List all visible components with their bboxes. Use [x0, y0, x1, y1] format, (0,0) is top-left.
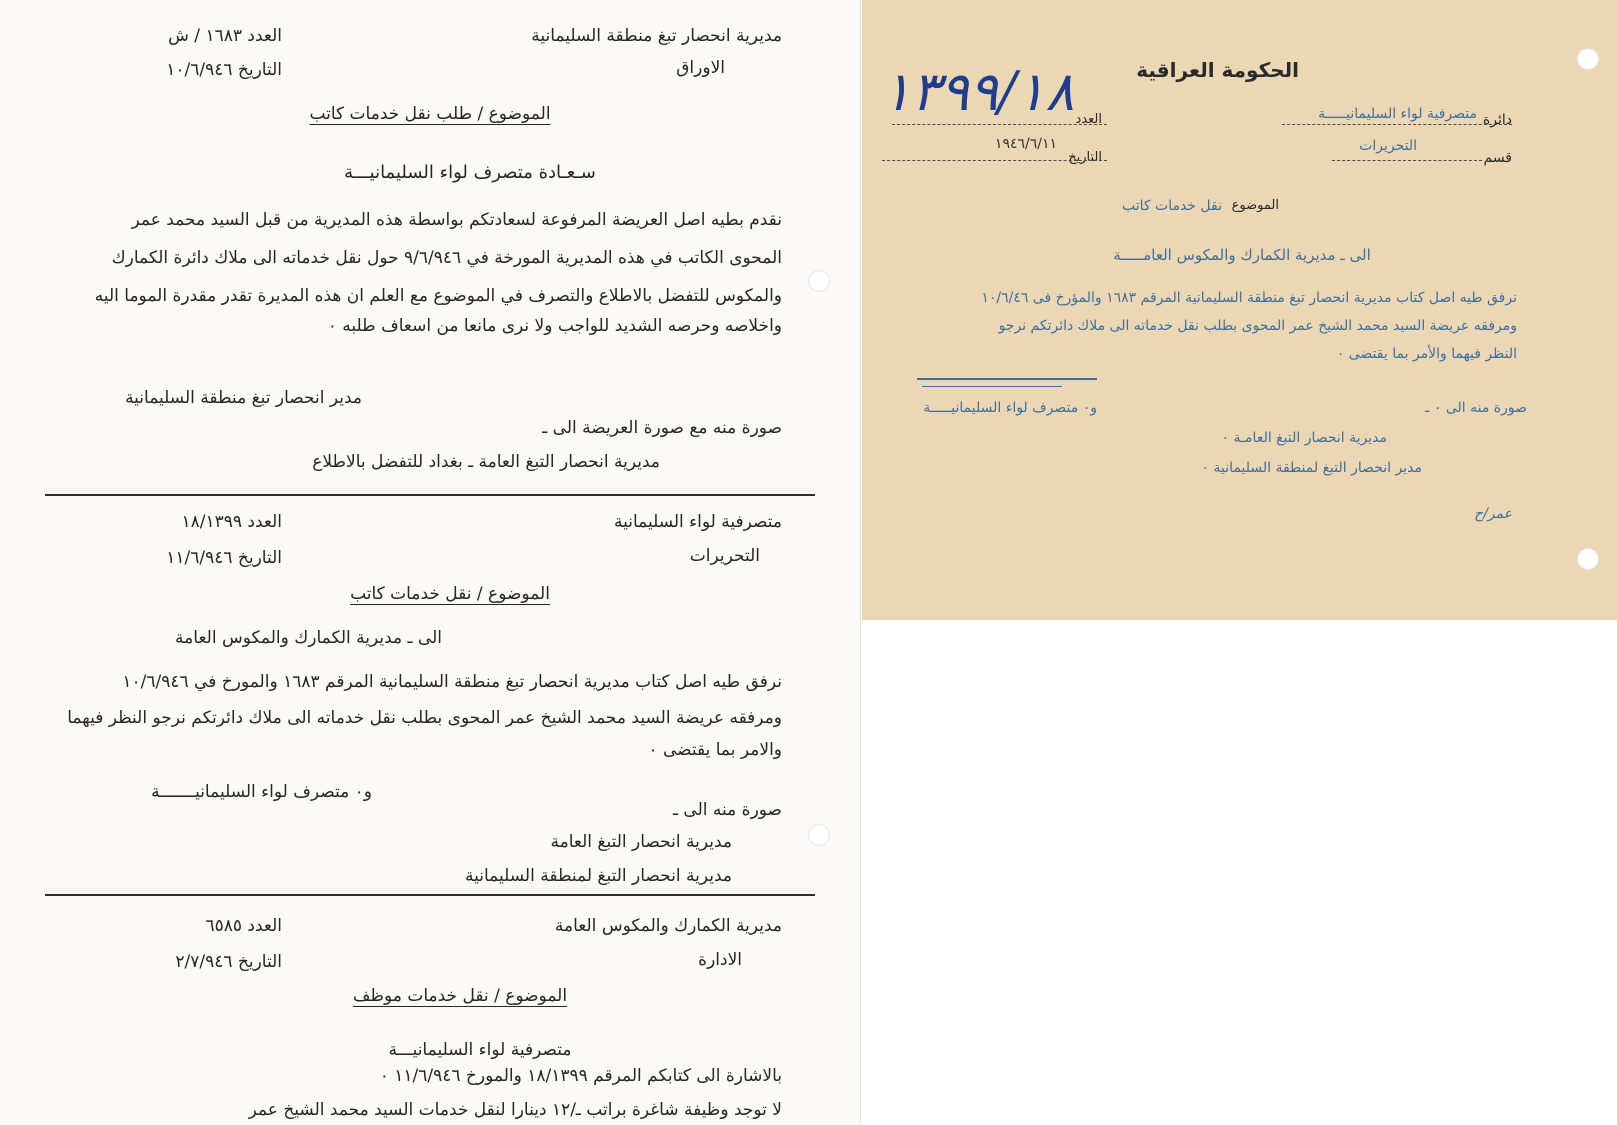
sec2-number: العدد ١٨/١٣٩٩: [181, 512, 282, 532]
punch-hole: [1577, 548, 1599, 570]
subject-value: نقل خدمات كاتب: [1121, 198, 1222, 214]
sec2-cc-title: صورة منه الى ـ: [673, 800, 782, 820]
body-line-3: النظر فيهما والأمر بما يقتضى ٠: [1336, 346, 1517, 362]
dept-label: دائرة: [1482, 112, 1512, 128]
sec2-subject: الموضوع / نقل خدمات كاتب: [350, 584, 550, 604]
sec3-org: مديرية الكمارك والمكوس العامة: [554, 916, 782, 936]
sec1-subject: الموضوع / طلب نقل خدمات كاتب: [309, 104, 551, 124]
sec3-body-line-2: لا توجد وظيفة شاغرة براتب ـ/١٢ دينارا لنقل خدمات السيد محمد الشيخ عمر: [248, 1100, 782, 1120]
subject-label: الموضوع: [1231, 198, 1279, 213]
sec3-subject: الموضوع / نقل خدمات موظف: [352, 986, 568, 1006]
cc-item-2: مدير انحصار التبغ لمنطقة السليمانية ٠: [1201, 460, 1422, 476]
section-label: قسم: [1483, 150, 1512, 166]
section-line: [1332, 160, 1482, 161]
sec2-body-line-1: نرفق طيه اصل كتاب مديرية انحصار تبغ منطقة السليمانية المرقم ١٦٨٣ والمورخ في ١٠/٦/٩٤٦: [122, 672, 782, 692]
punch-hole: [1577, 48, 1599, 70]
addressee: الى ـ مديرية الكمارك والمكوس العامـــــة: [1113, 246, 1371, 264]
section-divider: [45, 894, 815, 896]
date-line: [882, 160, 1107, 161]
sec2-body-line-3: والامر بما يقتضى ٠: [648, 740, 782, 760]
sec3-dept: الادارة: [698, 950, 742, 970]
sec3-addressee: متصرفية لواء السليمانيـــة: [388, 1040, 572, 1060]
sec1-body-line-2: المحوى الكاتب في هذه المديرية المورخة في ٩/٦/٩٤٦ حول نقل خدماته الى ملاك دائرة الكمارك: [111, 248, 782, 268]
sec1-signature: مدير انحصار تبغ منطقة السليمانية: [125, 388, 362, 408]
sec2-cc-item-2: مديرية انحصار التبغ لمنطقة السليمانية: [465, 866, 732, 886]
sec3-date: التاريخ ٢/٧/٩٤٦: [175, 952, 282, 972]
handwritten-number: ١٣٩٩/١٨: [882, 60, 1075, 123]
sec2-signature: و٠ متصرف لواء السليمانيـــــــة: [151, 782, 372, 802]
sec1-dept: الاوراق: [676, 58, 725, 78]
signature-scribble: [917, 378, 1097, 380]
punch-hole: [808, 824, 830, 846]
sec1-cc-item: مديرية انحصار التبغ العامة ـ بغداد للتفضل بالاطلاع: [312, 452, 660, 472]
dept-value: متصرفية لواء السليمانيـــــة: [1318, 106, 1477, 122]
sec1-addressee: سـعـادة متصرف لواء السليمانيـــة: [344, 162, 596, 183]
sec1-cc-title: صورة منه مع صورة العريضة الى ـ: [542, 418, 782, 438]
sec2-dept: التحريرات: [689, 546, 760, 566]
body-line-1: نرفق طيه اصل كتاب مديرية انحصار تبغ منطقة السليمانية المرقم ١٦٨٣ والمؤرخ فى ١٠/٦/٤٦: [981, 290, 1517, 306]
date-value: ١٩٤٦/٦/١١: [994, 136, 1057, 152]
sec1-body-line-1: نقدم بطيه اصل العريضة المرفوعة لسعادتكم بواسطة هذه المديرية من قبل السيد محمد عمر: [131, 210, 782, 230]
sec1-number: العدد ١٦٨٣ / ش: [168, 26, 282, 46]
sec1-body-line-4: واخلاصه وحرصه الشديد للواجب ولا نرى مانعا من اسعاف طلبه ٠: [327, 316, 782, 336]
number-line: [892, 124, 1107, 125]
signature-scribble: [922, 386, 1062, 387]
number-label: العدد: [1075, 112, 1102, 127]
body-line-2: ومرفقه عريضة السيد محمد الشيخ عمر المحوى بطلب نقل خدماته الى ملاك دائرتكم نرجو: [998, 318, 1517, 334]
right-document: [862, 0, 1617, 620]
sec2-body-line-2: ومرفقه عريضة السيد محمد الشيخ عمر المحوى بطلب نقل خدماته الى ملاك دائرتكم نرجو النظر فيهما: [67, 708, 782, 728]
sec1-org: مديرية انحصار تبغ منطقة السليمانية: [531, 26, 782, 46]
initials: عمر/ح: [1474, 506, 1512, 522]
gov-header: الحكومة العراقية: [1136, 58, 1299, 82]
sec3-body-line-1: بالاشارة الى كتابكم المرقم ١٨/١٣٩٩ والمورخ ١١/٦/٩٤٦ ٠: [379, 1066, 782, 1086]
cc-item-1: مديرية انحصار التبغ العامـة ٠: [1221, 430, 1387, 446]
dept-line: [1282, 124, 1512, 125]
section-divider: [45, 494, 815, 496]
sec1-body-line-3: والمكوس للتفضل بالاطلاع والتصرف في الموضوع مع العلم ان هذه المديرة تقدر مقدرة الموما اليه: [94, 286, 782, 306]
cc-title: صورة منه الى ٠ ـ: [1425, 400, 1527, 416]
sec2-date: التاريخ ١١/٦/٩٤٦: [166, 548, 282, 568]
right-signature: و٠ متصرف لواء السليمانيـــــة: [923, 400, 1097, 416]
sec2-org: متصرفية لواء السليمانية: [613, 512, 782, 532]
sec3-number: العدد ٦٥٨٥: [205, 916, 282, 936]
sec2-addressee: الى ـ مديرية الكمارك والمكوس العامة: [175, 628, 442, 648]
punch-hole: [808, 270, 830, 292]
date-label: التاريخ: [1068, 150, 1102, 165]
section-value: التحريرات: [1359, 138, 1417, 154]
sec1-date: التاريخ ١٠/٦/٩٤٦: [166, 60, 282, 80]
sec2-cc-item-1: مديرية انحصار التبغ العامة: [550, 832, 732, 852]
